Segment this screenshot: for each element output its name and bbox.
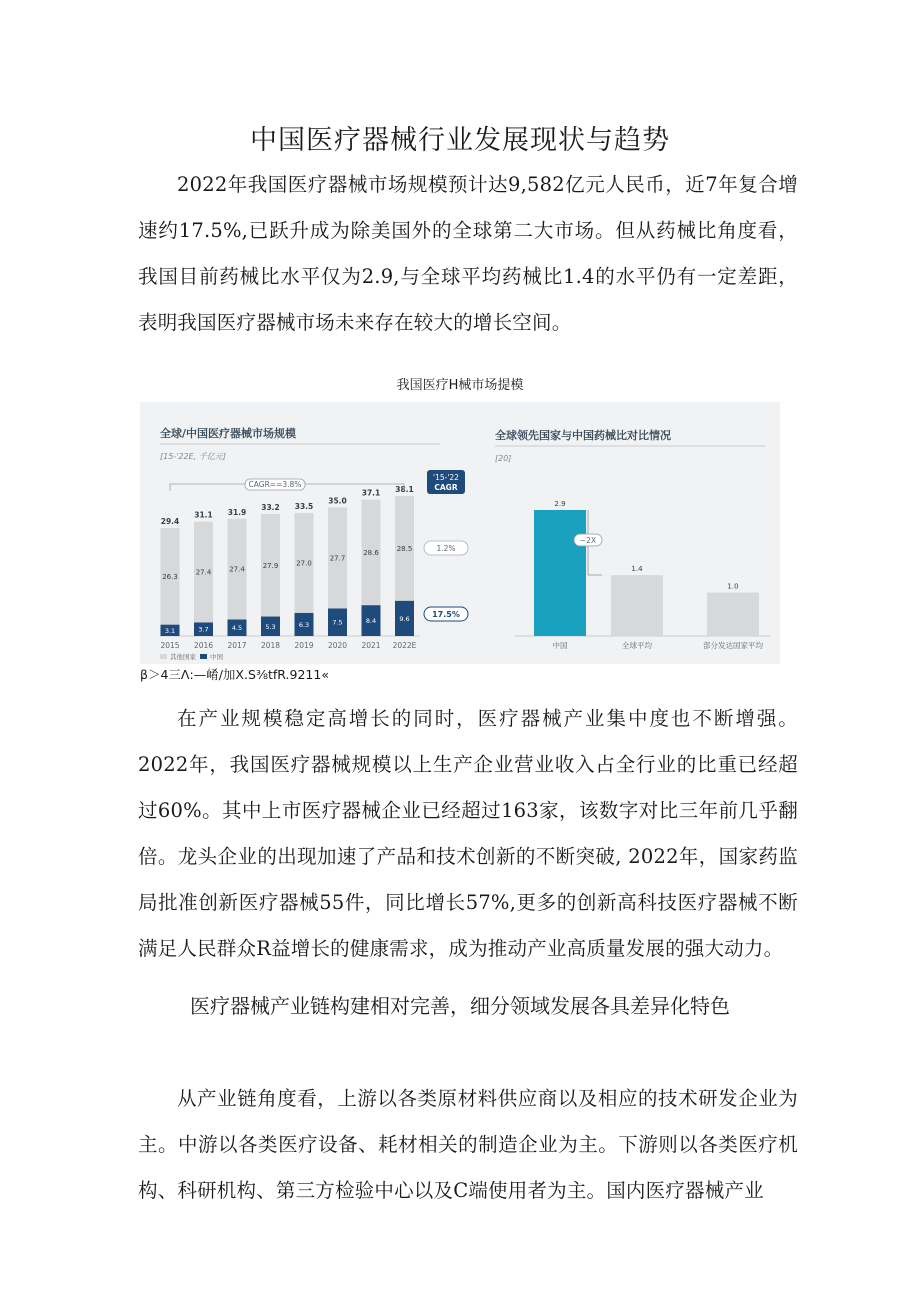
legend-swatch-china bbox=[200, 654, 207, 659]
bar-other-label-2022E: 28.5 bbox=[396, 544, 413, 553]
ratio-bar-label-0: 2.9 bbox=[554, 500, 566, 508]
bar-total-label-2020: 35.0 bbox=[328, 496, 347, 506]
left-chart-subtitle: [15-'22E, 千亿元] bbox=[160, 452, 226, 461]
bar-other-label-2017: 27.4 bbox=[229, 565, 245, 574]
ratio-bar-label-1: 1.4 bbox=[631, 565, 643, 574]
bar-china-label-2015: 3.1 bbox=[164, 626, 176, 635]
x-tick-2018: 2018 bbox=[260, 641, 281, 650]
bar-china-label-2016: 3.7 bbox=[198, 625, 209, 634]
bar-china-label-2020: 7.5 bbox=[332, 618, 343, 627]
left-chart-title: 全球/中国医疗器械市场规模 bbox=[160, 427, 297, 440]
legend-label-other: 其他国家 bbox=[170, 653, 196, 661]
x-tick-2017: 2017 bbox=[227, 641, 247, 650]
bar-other-label-2020: 27.7 bbox=[329, 554, 346, 563]
x-tick-2022E: 2022E bbox=[392, 641, 417, 650]
legend-label-china: 中国 bbox=[210, 653, 223, 661]
market-chart bbox=[140, 402, 780, 664]
bar-total-label-2022E: 38.1 bbox=[395, 485, 414, 494]
bar-total-label-2021: 37.1 bbox=[361, 488, 381, 498]
ratio-bar-1 bbox=[611, 575, 663, 636]
bar-other-label-2016: 27.4 bbox=[195, 568, 212, 577]
x-tick-2020: 2020 bbox=[327, 641, 348, 650]
market-figure bbox=[140, 402, 780, 664]
bar-china-label-2021: 8.4 bbox=[365, 617, 377, 626]
x-tick-2021: 2021 bbox=[361, 641, 381, 650]
right-chart-subtitle: [20] bbox=[495, 454, 512, 463]
figure-caption: 我国医疗H械市场提模 bbox=[396, 378, 524, 393]
ratio-x-tick-0: 中国 bbox=[552, 641, 568, 650]
ratio-bar-2 bbox=[707, 593, 759, 636]
bar-total-label-2017: 31.9 bbox=[227, 507, 247, 517]
figure-source-note: β＞4三Λ:—崤/加X.S⅜tfR.9211« bbox=[140, 667, 329, 682]
bar-china-label-2018: 5.3 bbox=[265, 622, 276, 631]
ratio-bar-0 bbox=[534, 510, 586, 636]
paragraph-market-size: 2022年我国医疗器械市场规模预计达9,582亿元人民币，近7年复合增速约17.5%,已跃升成为除美国外的全球第二大市场。但从药械比角度看，我国目前药械比水平仅为2.9,与全球平均药械比1.4的水平仍有一定差距，表明我国医疗器械市场未来存在较大的增长空间。 bbox=[138, 173, 798, 334]
legend-swatch-other bbox=[160, 654, 167, 659]
bar-total-label-2019: 33.5 bbox=[294, 501, 314, 511]
paragraph-industry-concentration: 在产业规模稳定高增长的同时，医疗器械产业集中度也不断增强。2022年，我国医疗器械规模以上生产企业营业收入占全行业的比重已经超过60%。其中上市医疗器械企业已经超过163家，该数字对比三年前几乎翻倍。龙头企业的出现加速了产品和技术创新的不断突破, 2022年，国家药监局批准创新医疗器械55件，同比增长57%,更多的创新高科技医疗器械不断满足人民群众R益增长的健康需求，成为推动产业高质量发展的强大动力。 bbox=[138, 707, 798, 960]
bar-total-label-2018: 33.2 bbox=[261, 503, 280, 513]
bar-other-label-2021: 28.6 bbox=[363, 548, 379, 557]
bar-total-label-2015: 29.4 bbox=[160, 516, 180, 526]
bar-total-label-2016: 31.1 bbox=[194, 510, 213, 520]
section-heading: 医疗器械产业链构建相对完善，细分领域发展各具差异化特色 bbox=[190, 994, 730, 1018]
right-chart-title: 全球领先国家与中国药械比对比情况 bbox=[495, 429, 671, 442]
document-title: 中国医疗器械行业发展现状与趋势 bbox=[250, 125, 670, 156]
bar-other-label-2015: 26.3 bbox=[162, 572, 178, 581]
bar-china-label-2022E: 9.6 bbox=[399, 614, 410, 623]
cagr-other-value: 1.2% bbox=[436, 544, 456, 553]
x-tick-2015: 2015 bbox=[160, 641, 180, 650]
ratio-x-tick-2: 部分发达国家平均 bbox=[703, 641, 763, 650]
ratio-annotation: ~2X bbox=[579, 536, 597, 545]
bar-china-label-2019: 6.3 bbox=[298, 620, 310, 629]
cagr-header-line1: '15-'22 bbox=[433, 473, 459, 482]
bar-other-label-2019: 27.0 bbox=[296, 559, 312, 568]
ratio-x-tick-1: 全球平均 bbox=[622, 641, 652, 650]
cagr-china-value: 17.5% bbox=[432, 610, 460, 619]
bar-other-label-2018: 27.9 bbox=[262, 561, 279, 570]
bar-china-label-2017: 4.5 bbox=[231, 624, 243, 633]
cagr-total-label: CAGR==3.8% bbox=[248, 480, 302, 489]
cagr-header-line2: CAGR bbox=[434, 483, 458, 492]
ratio-bar-label-2: 1.0 bbox=[727, 582, 739, 591]
paragraph-industry-chain: 从产业链角度看，上游以各类原材料供应商以及相应的技术研发企业为主。中游以各类医疗设备、耗材相关的制造企业为主。下游则以各类医疗机构、科研机构、第三方检验中心以及C端使用者为主。国内医疗器械产业 bbox=[138, 1087, 798, 1202]
x-tick-2019: 2019 bbox=[294, 641, 314, 650]
x-tick-2016: 2016 bbox=[193, 641, 214, 650]
